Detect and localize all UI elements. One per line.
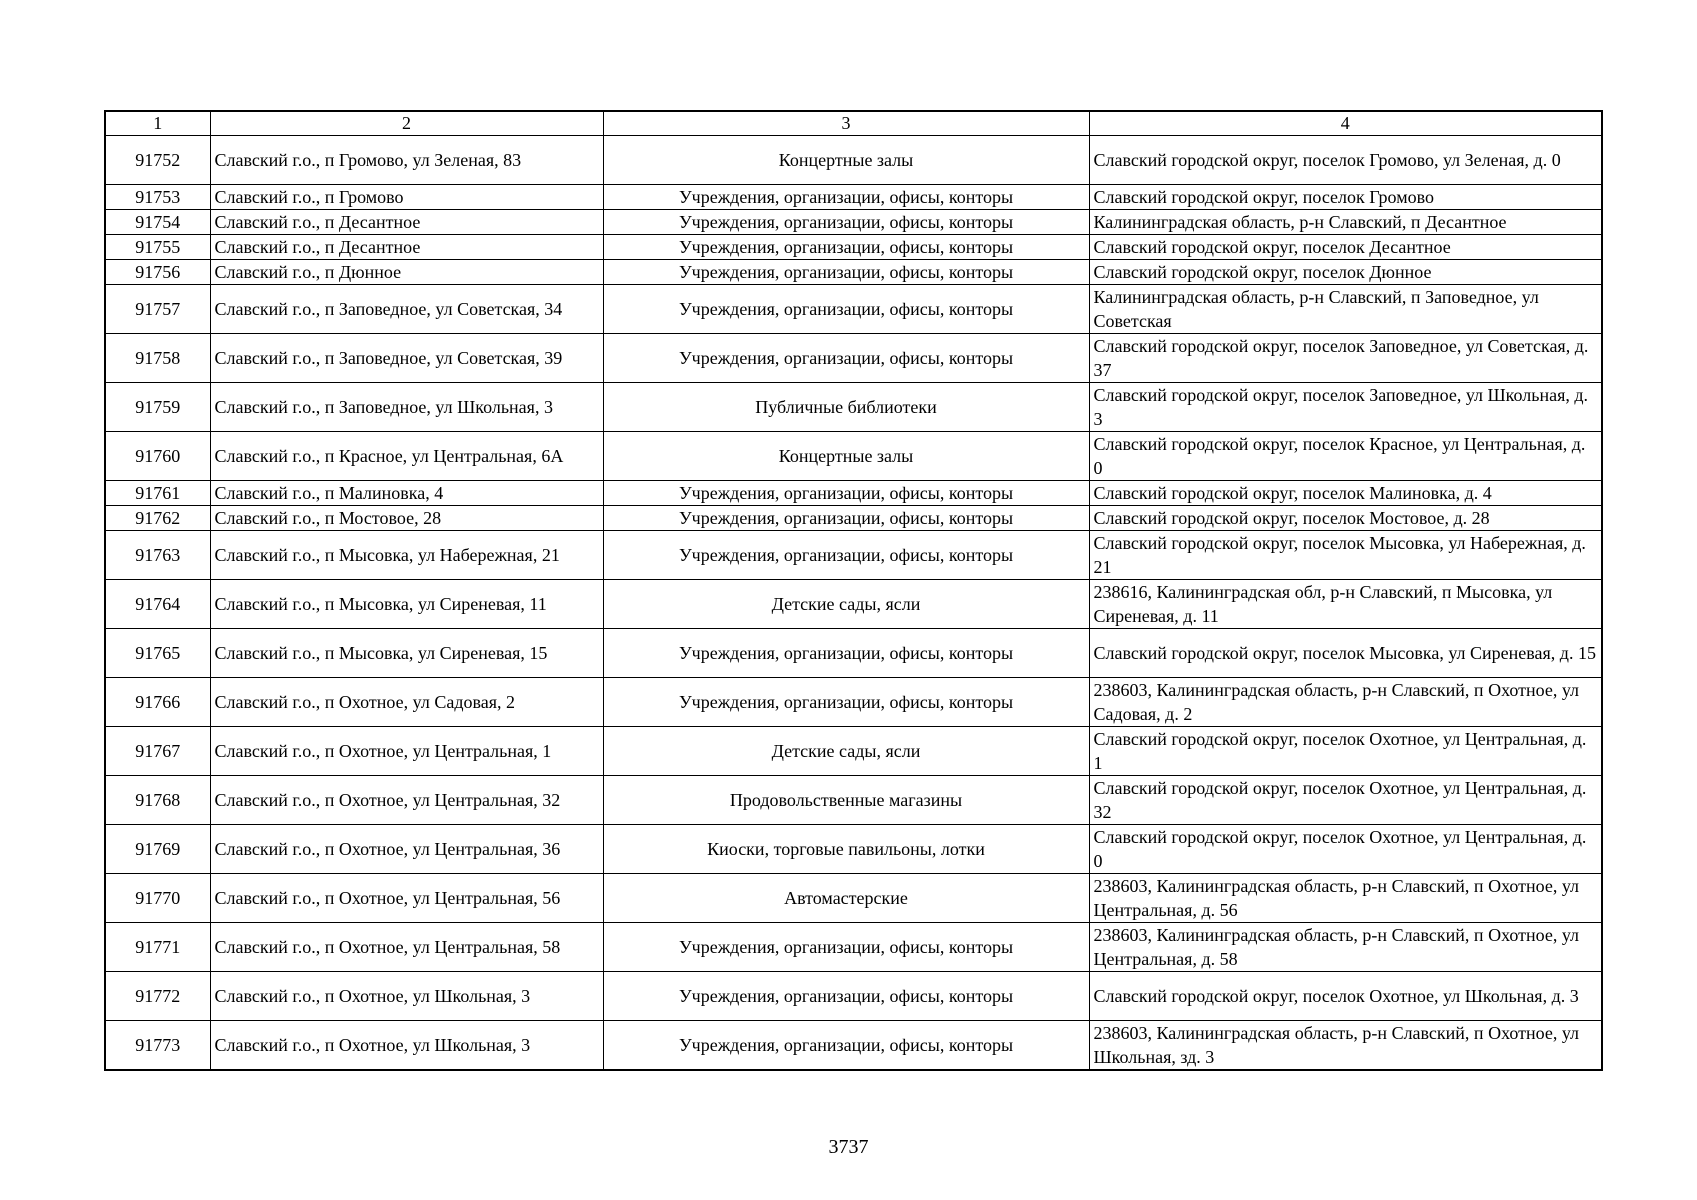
row-type-cell: Учреждения, организации, офисы, конторы	[603, 506, 1089, 531]
table-row	[105, 383, 1602, 432]
table-row	[105, 678, 1602, 727]
table-row	[105, 185, 1602, 210]
row-full-address-cell: Славский городской округ, поселок Малиновка, д. 4	[1089, 481, 1602, 506]
row-full-address-cell: 238603, Калининградская область, р-н Славский, п Охотное, ул Школьная, зд. 3	[1089, 1021, 1602, 1071]
row-address-cell: Славский г.о., п Охотное, ул Центральная, 1	[210, 727, 603, 776]
table-row	[105, 334, 1602, 383]
row-full-address-cell: Славский городской округ, поселок Заповедное, ул Советская, д. 37	[1089, 334, 1602, 383]
header-cell-4: 4	[1089, 111, 1602, 136]
row-type-cell: Публичные библиотеки	[603, 383, 1089, 432]
table-row	[105, 972, 1602, 1021]
row-address-cell: Славский г.о., п Десантное	[210, 210, 603, 235]
row-id-cell: 91758	[105, 334, 210, 383]
row-full-address-cell: Славский городской округ, поселок Охотное, ул Центральная, д. 0	[1089, 825, 1602, 874]
row-address-cell: Славский г.о., п Мысовка, ул Сиреневая, 15	[210, 629, 603, 678]
row-full-address-cell: Славский городской округ, поселок Охотное, ул Школьная, д. 3	[1089, 972, 1602, 1021]
row-type-cell: Учреждения, организации, офисы, конторы	[603, 185, 1089, 210]
row-full-address-cell: 238603, Калининградская область, р-н Славский, п Охотное, ул Центральная, д. 58	[1089, 923, 1602, 972]
row-address-cell: Славский г.о., п Громово	[210, 185, 603, 210]
row-address-cell: Славский г.о., п Малиновка, 4	[210, 481, 603, 506]
row-type-cell: Учреждения, организации, офисы, конторы	[603, 531, 1089, 580]
row-type-cell: Учреждения, организации, офисы, конторы	[603, 678, 1089, 727]
row-type-cell: Детские сады, ясли	[603, 727, 1089, 776]
table-row	[105, 235, 1602, 260]
row-full-address-cell: Славский городской округ, поселок Громово, ул Зеленая, д. 0	[1089, 136, 1602, 185]
row-id-cell: 91753	[105, 185, 210, 210]
row-id-cell: 91757	[105, 285, 210, 334]
row-id-cell: 91759	[105, 383, 210, 432]
table-row	[105, 923, 1602, 972]
row-address-cell: Славский г.о., п Мысовка, ул Сиреневая, 11	[210, 580, 603, 629]
row-address-cell: Славский г.о., п Охотное, ул Школьная, 3	[210, 1021, 603, 1071]
row-address-cell: Славский г.о., п Заповедное, ул Советская, 39	[210, 334, 603, 383]
table-row	[105, 285, 1602, 334]
row-id-cell: 91755	[105, 235, 210, 260]
row-type-cell: Продовольственные магазины	[603, 776, 1089, 825]
row-id-cell: 91765	[105, 629, 210, 678]
row-full-address-cell: Калининградская область, р-н Славский, п Десантное	[1089, 210, 1602, 235]
row-id-cell: 91760	[105, 432, 210, 481]
row-type-cell: Учреждения, организации, офисы, конторы	[603, 629, 1089, 678]
table-row	[105, 727, 1602, 776]
table-row	[105, 1021, 1602, 1071]
row-id-cell: 91768	[105, 776, 210, 825]
table-row	[105, 136, 1602, 185]
table-header-row	[105, 111, 1602, 136]
header-cell-2: 2	[210, 111, 603, 136]
data-table	[104, 110, 1603, 1071]
row-id-cell: 91752	[105, 136, 210, 185]
row-address-cell: Славский г.о., п Десантное	[210, 235, 603, 260]
row-address-cell: Славский г.о., п Охотное, ул Центральная, 58	[210, 923, 603, 972]
row-type-cell: Концертные залы	[603, 432, 1089, 481]
table-row	[105, 432, 1602, 481]
row-address-cell: Славский г.о., п Мысовка, ул Набережная, 21	[210, 531, 603, 580]
table-row	[105, 776, 1602, 825]
row-type-cell: Учреждения, организации, офисы, конторы	[603, 334, 1089, 383]
row-id-cell: 91756	[105, 260, 210, 285]
row-full-address-cell: Славский городской округ, поселок Громово	[1089, 185, 1602, 210]
row-id-cell: 91766	[105, 678, 210, 727]
row-type-cell: Киоски, торговые павильоны, лотки	[603, 825, 1089, 874]
row-address-cell: Славский г.о., п Заповедное, ул Школьная, 3	[210, 383, 603, 432]
row-full-address-cell: Славский городской округ, поселок Мысовка, ул Набережная, д. 21	[1089, 531, 1602, 580]
row-type-cell: Учреждения, организации, офисы, конторы	[603, 235, 1089, 260]
row-address-cell: Славский г.о., п Громово, ул Зеленая, 83	[210, 136, 603, 185]
row-type-cell: Детские сады, ясли	[603, 580, 1089, 629]
row-address-cell: Славский г.о., п Охотное, ул Центральная, 56	[210, 874, 603, 923]
row-address-cell: Славский г.о., п Дюнное	[210, 260, 603, 285]
table-body	[105, 111, 1602, 1070]
row-id-cell: 91764	[105, 580, 210, 629]
row-id-cell: 91770	[105, 874, 210, 923]
row-id-cell: 91761	[105, 481, 210, 506]
page-number: 3737	[828, 1136, 869, 1158]
row-full-address-cell: Славский городской округ, поселок Красное, ул Центральная, д. 0	[1089, 432, 1602, 481]
row-type-cell: Учреждения, организации, офисы, конторы	[603, 285, 1089, 334]
table-row	[105, 580, 1602, 629]
row-id-cell: 91762	[105, 506, 210, 531]
table-row	[105, 825, 1602, 874]
table-row	[105, 506, 1602, 531]
row-full-address-cell: Славский городской округ, поселок Мостовое, д. 28	[1089, 506, 1602, 531]
row-full-address-cell: Славский городской округ, поселок Десантное	[1089, 235, 1602, 260]
row-id-cell: 91769	[105, 825, 210, 874]
row-id-cell: 91754	[105, 210, 210, 235]
row-type-cell: Учреждения, организации, офисы, конторы	[603, 972, 1089, 1021]
row-full-address-cell: Славский городской округ, поселок Заповедное, ул Школьная, д. 3	[1089, 383, 1602, 432]
row-address-cell: Славский г.о., п Красное, ул Центральная, 6А	[210, 432, 603, 481]
row-id-cell: 91773	[105, 1021, 210, 1071]
row-full-address-cell: Славский городской округ, поселок Дюнное	[1089, 260, 1602, 285]
row-address-cell: Славский г.о., п Охотное, ул Центральная, 32	[210, 776, 603, 825]
row-type-cell: Учреждения, организации, офисы, конторы	[603, 210, 1089, 235]
row-type-cell: Учреждения, организации, офисы, конторы	[603, 260, 1089, 285]
row-full-address-cell: Калининградская область, р-н Славский, п Заповедное, ул Советская	[1089, 285, 1602, 334]
row-full-address-cell: 238603, Калининградская область, р-н Славский, п Охотное, ул Садовая, д. 2	[1089, 678, 1602, 727]
row-address-cell: Славский г.о., п Охотное, ул Садовая, 2	[210, 678, 603, 727]
row-type-cell: Учреждения, организации, офисы, конторы	[603, 923, 1089, 972]
row-address-cell: Славский г.о., п Заповедное, ул Советская, 34	[210, 285, 603, 334]
table-row	[105, 629, 1602, 678]
table-row	[105, 874, 1602, 923]
row-type-cell: Учреждения, организации, офисы, конторы	[603, 481, 1089, 506]
row-address-cell: Славский г.о., п Охотное, ул Центральная, 36	[210, 825, 603, 874]
table-row	[105, 481, 1602, 506]
row-full-address-cell: Славский городской округ, поселок Охотное, ул Центральная, д. 32	[1089, 776, 1602, 825]
table-row	[105, 531, 1602, 580]
row-id-cell: 91763	[105, 531, 210, 580]
header-cell-3: 3	[603, 111, 1089, 136]
row-type-cell: Автомастерские	[603, 874, 1089, 923]
row-type-cell: Учреждения, организации, офисы, конторы	[603, 1021, 1089, 1071]
row-id-cell: 91771	[105, 923, 210, 972]
row-full-address-cell: 238616, Калининградская обл, р-н Славский, п Мысовка, ул Сиреневая, д. 11	[1089, 580, 1602, 629]
row-type-cell: Концертные залы	[603, 136, 1089, 185]
table-row	[105, 260, 1602, 285]
row-full-address-cell: 238603, Калининградская область, р-н Славский, п Охотное, ул Центральная, д. 56	[1089, 874, 1602, 923]
header-cell-1: 1	[105, 111, 210, 136]
row-id-cell: 91772	[105, 972, 210, 1021]
row-address-cell: Славский г.о., п Мостовое, 28	[210, 506, 603, 531]
row-full-address-cell: Славский городской округ, поселок Мысовка, ул Сиреневая, д. 15	[1089, 629, 1602, 678]
row-address-cell: Славский г.о., п Охотное, ул Школьная, 3	[210, 972, 603, 1021]
row-id-cell: 91767	[105, 727, 210, 776]
row-full-address-cell: Славский городской округ, поселок Охотное, ул Центральная, д. 1	[1089, 727, 1602, 776]
table-row	[105, 210, 1602, 235]
